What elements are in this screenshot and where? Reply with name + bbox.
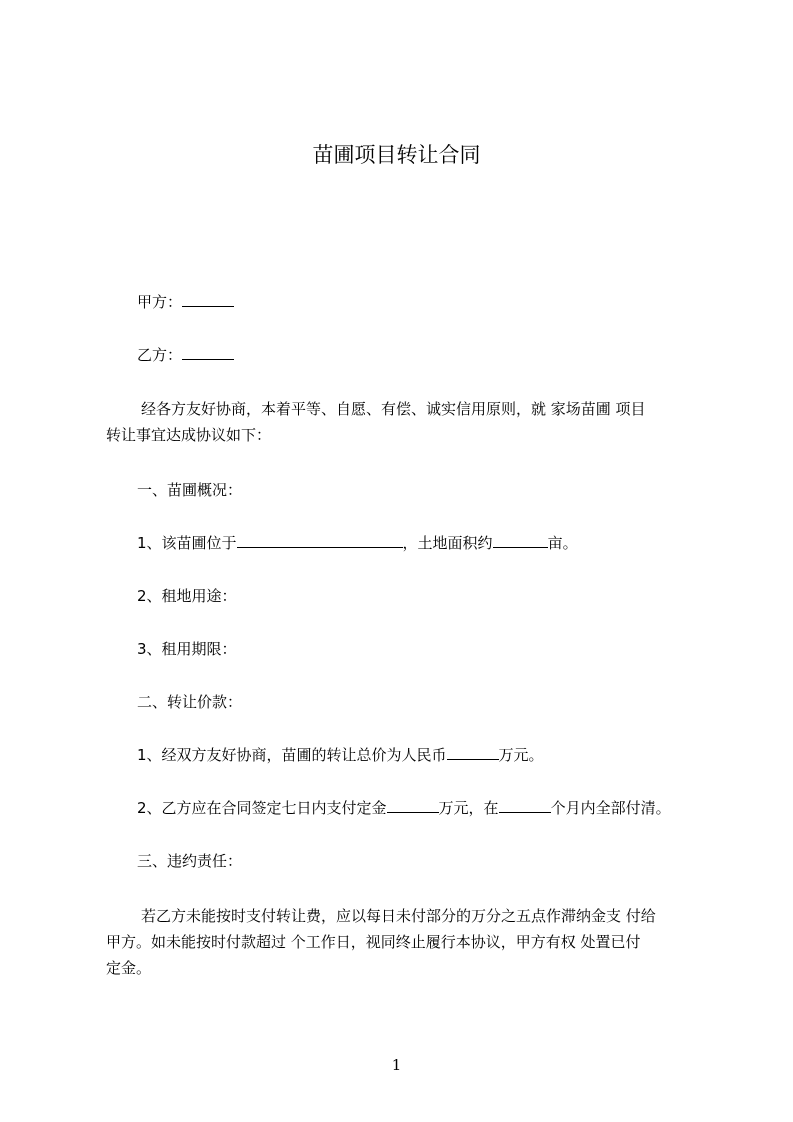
intro-line-1: 经各方友好协商，本着平等、自愿、有偿、诚实信用原则，就 家场苗圃 项目 [141, 400, 646, 418]
section-3-heading: 三、违约责任： [137, 852, 243, 870]
s1-item1-text-b: ，土地面积约 [402, 534, 493, 552]
months-blank [499, 797, 551, 813]
section-2-heading: 二、转让价款： [137, 693, 243, 711]
section-2-item-1 [137, 744, 544, 766]
party-a-blank [182, 291, 234, 307]
s2-item2-text-c: 个月内全部付清。 [550, 799, 671, 817]
s2-item2-text-b: 万元，在 [438, 799, 499, 817]
s2-item1-text-b: 万元。 [498, 746, 544, 764]
price-blank [447, 744, 499, 760]
s1-item1-text-a: 1、该苗圃位于 [137, 534, 237, 552]
section-1-item-1 [137, 532, 578, 554]
section-2-item-2 [137, 797, 671, 819]
section-1-item-3: 3、租用期限： [137, 640, 237, 658]
party-b-label: 乙方： [137, 346, 183, 364]
area-blank [493, 532, 548, 548]
party-a-line [137, 291, 234, 313]
party-b-blank [182, 344, 234, 360]
section-3-line-2: 甲方。如未能按时付款超过 个工作日，视同终止履行本协议，甲方有权 处置已付 [106, 933, 641, 951]
party-a-label: 甲方： [137, 293, 183, 311]
intro-line-2: 转让事宜达成协议如下： [106, 426, 272, 444]
section-3-line-1: 若乙方未能按时支付转让费，应以每日未付部分的万分之五点作滞纳金支 付给 [141, 907, 656, 925]
section-1-item-2: 2、租地用途： [137, 587, 237, 605]
section-1-heading: 一、苗圃概况： [137, 481, 243, 499]
document-title: 苗圃项目转让合同 [312, 143, 481, 167]
s1-item1-text-c: 亩。 [547, 534, 578, 552]
party-b-line [137, 344, 234, 366]
section-3-line-3: 定金。 [106, 959, 152, 977]
page-number: 1 [391, 1056, 402, 1074]
s2-item1-text-a: 1、经双方友好协商，苗圃的转让总价为人民币 [137, 746, 447, 764]
s2-item2-text-a: 2、乙方应在合同签定七日内支付定金 [137, 799, 387, 817]
deposit-blank [387, 797, 439, 813]
location-blank [237, 532, 403, 548]
